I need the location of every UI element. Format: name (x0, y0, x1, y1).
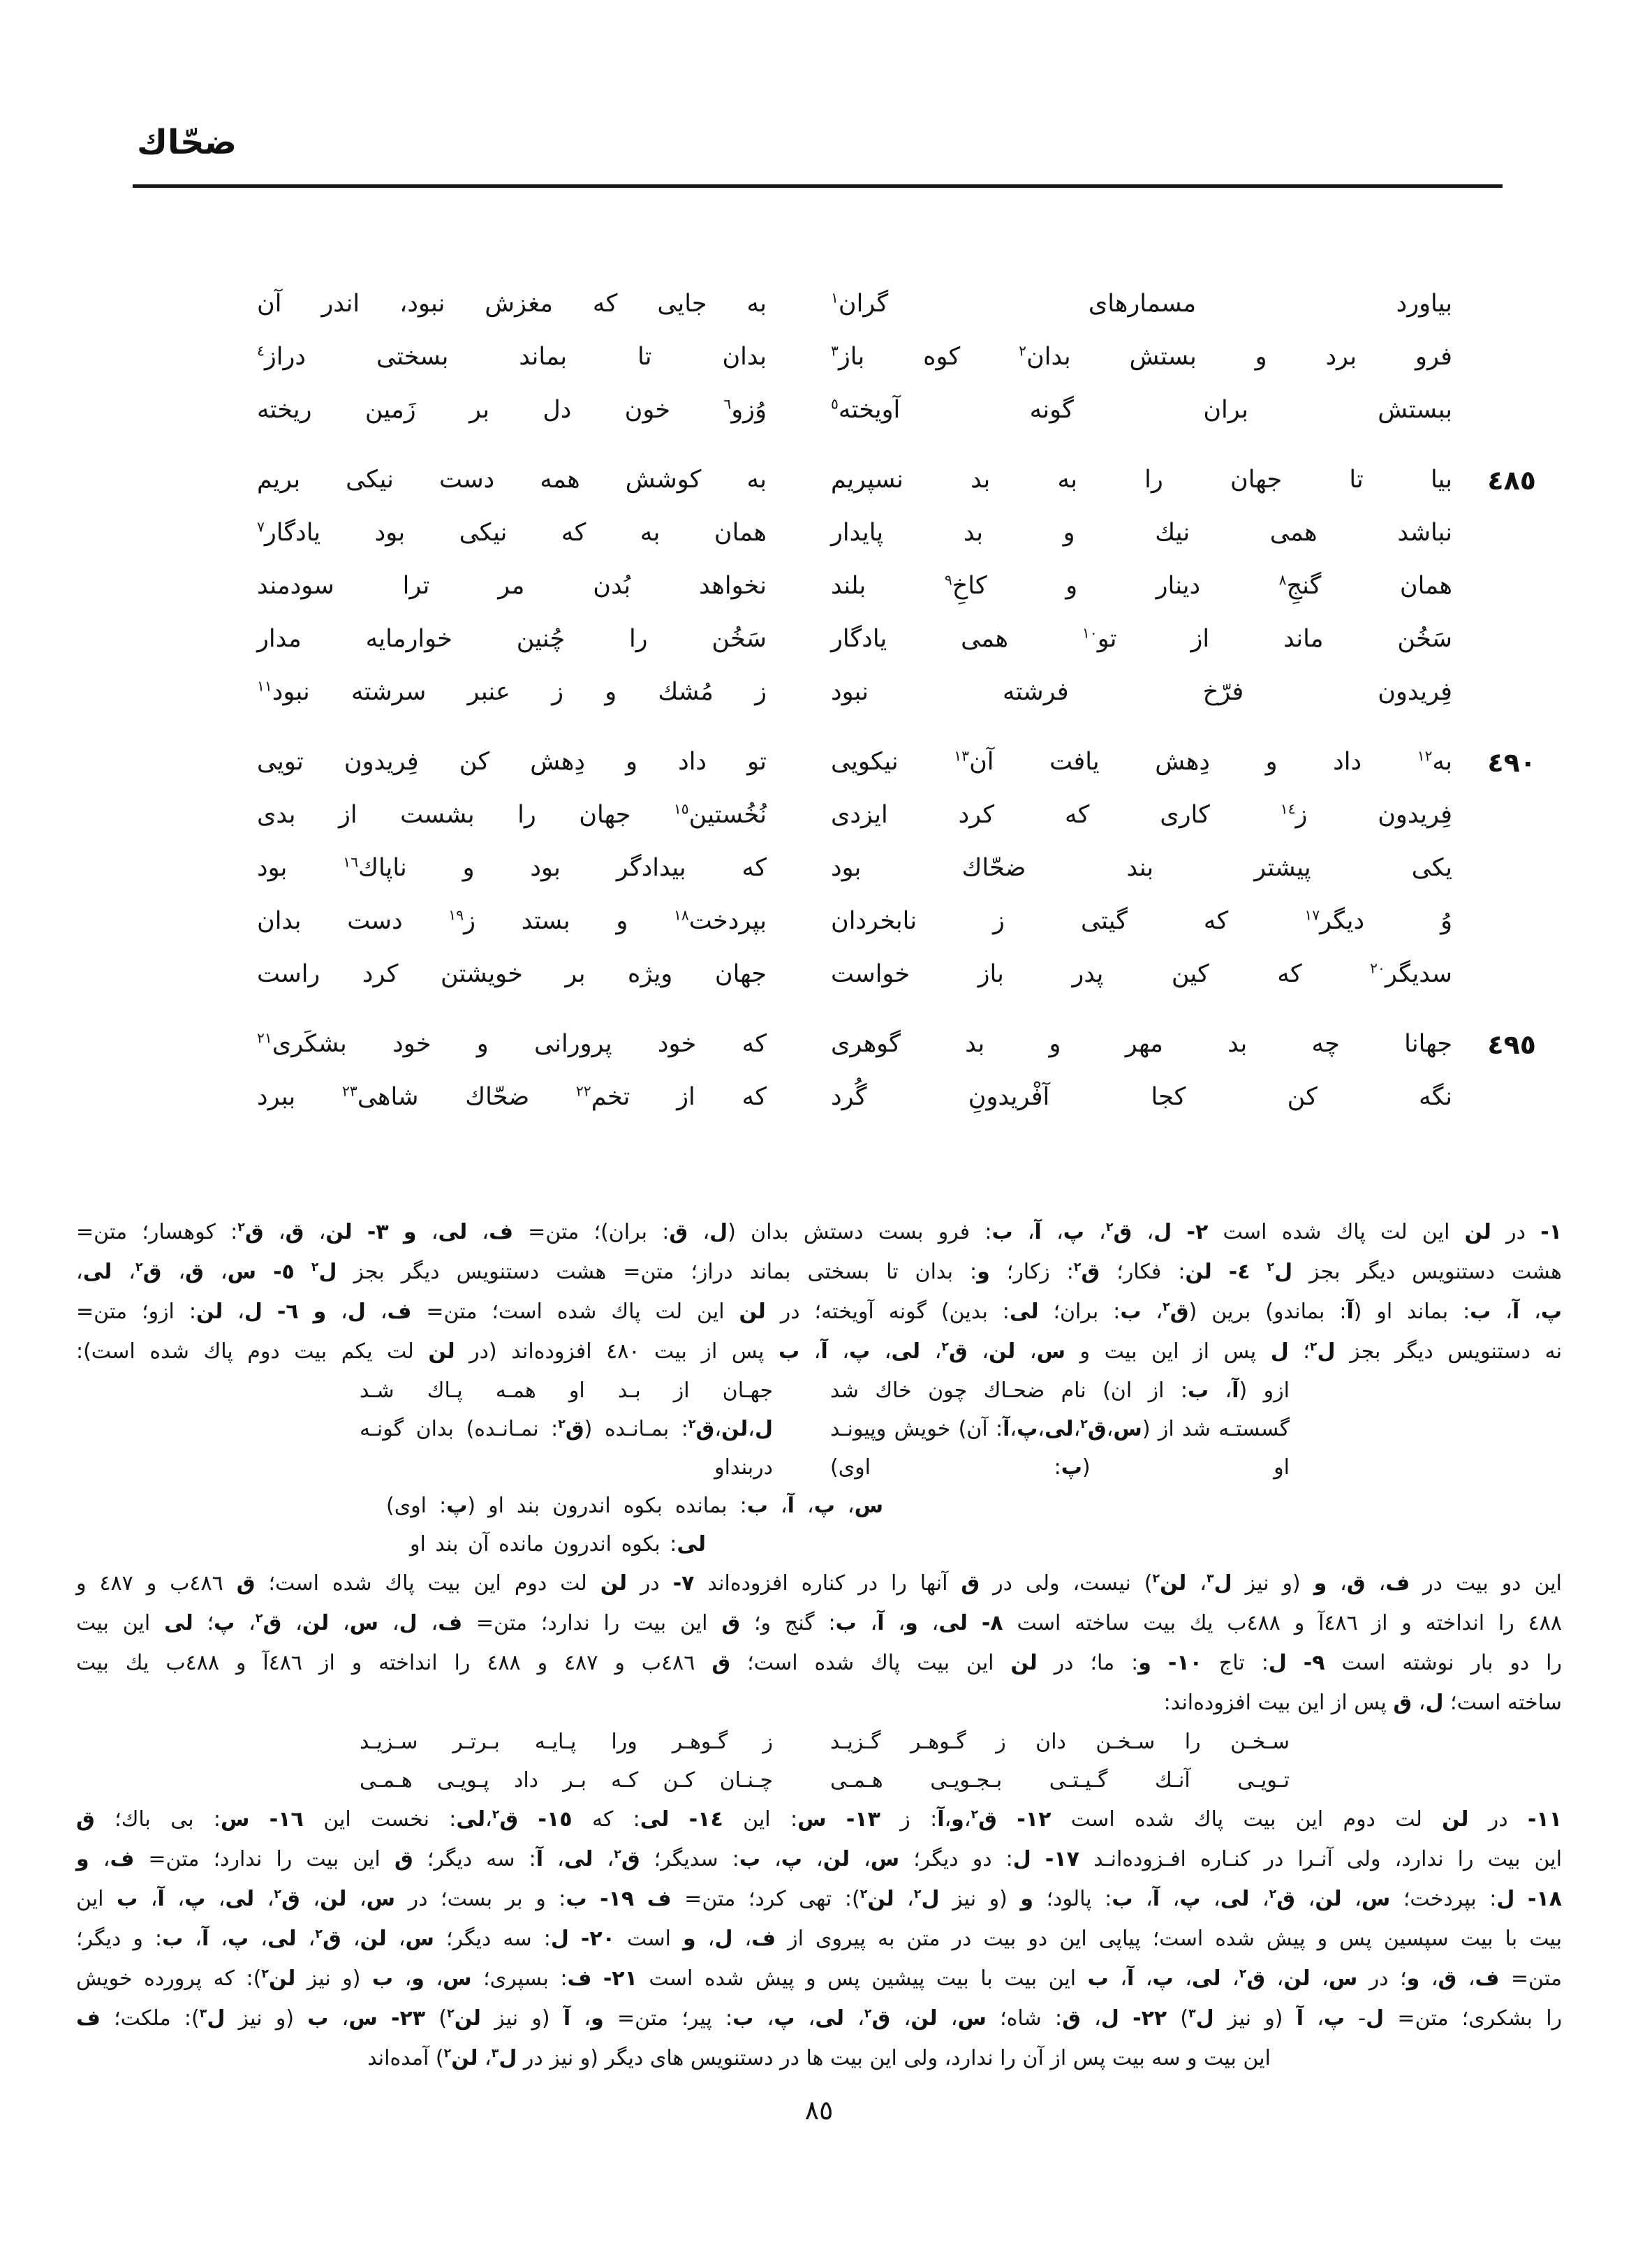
footnote-line: متن= ف، ق، و؛ در س، لن، ق$^٢$، لى، پ، آ، ب اين بيت با بيت پيشين پس و پيش شده است ٢١- ف: بسپرى؛ س، و، ب (و نيز لن$^٢$): كه پرورده خويش (76, 1966, 1563, 1991)
footnote-line: را دو بار نوشته است ٩- ل: تاج ١٠- و: ما؛ در لن اين بيت پاك شده است؛ ق ٤٨٦ب و ٤٨٧ و ٤٨٨ را انداخته و از ٤٨٦آ و ٤٨٨ب يك بيت (76, 1651, 1562, 1675)
verse-number: ٤٩٠ (1487, 747, 1536, 778)
stanza (257, 1018, 1536, 1124)
verse-row (257, 384, 1536, 437)
footnote-line: اين بيت و سه بيت پس از آن را ندارد، ولى اين بيت ها در دستنويس هاى ديگر (و نيز در ل$^٣$، لن$^٢$) آمده‌اند (367, 2046, 1271, 2070)
verse-row (257, 278, 1536, 331)
footnote-line: را بشكرى؛ متن= ل- پ، آ (و نيز ل$^٣$) ٢٢- ل، ق: شاه؛ س، لن، ق$^٢$، لى، پ، ب: پير؛ متن= و، آ (و نيز لن$^٢$) ٢٣- س، ب (و نيز ل$^٣$): ملكت؛ ف (76, 2006, 1563, 2031)
verse-row (257, 560, 1536, 613)
verse-row (257, 331, 1536, 384)
verse-row (257, 666, 1536, 719)
stanza (257, 278, 1536, 437)
verse-row (257, 789, 1536, 842)
hemistich-left: وُزو$^٦$ خون دل بر زَمين ريخته (257, 395, 767, 425)
verse-row (257, 895, 1536, 948)
footnote-line: هشت دستنويس ديگر بجز ل$^٢$ ٤- لن: فكار؛ ق$^٢$: زكار؛ و: بدان تا بسختى بماند دراز؛ متن= هشت دستنويس ديگر بجز ل$^٢$ ٥- س، ق، ق$^٢$، لى، (76, 1260, 1562, 1284)
quote-hemistich-right: تـويـى آنـك گـيـتـى بـجـويـى هـمـى (830, 1768, 1290, 1792)
hemistich-right: فرو برد و بستش بدان$^٢$ كوه باز$^٣$ (831, 342, 1452, 371)
hemistich-left: سَخُن را چُنين خوارمايه مدار (257, 625, 767, 654)
quote-hemistich-left: چـنـان كـن كـه بـر داد پـويـى هـمـى (360, 1768, 773, 1792)
hemistich-right: جهانا چه بد مهر و بد گوهرى (831, 1030, 1452, 1059)
quoted-verse-row (360, 1761, 1290, 1799)
verse-number: ٤٩٥ (1487, 1029, 1536, 1060)
verse-number: ٤٨٥ (1487, 465, 1536, 496)
quote-hemistich-right: ازو (آ، ب: از ان) نام ضحـاك چون خاك شد (830, 1378, 1290, 1403)
quoted-verse-row (360, 1371, 1290, 1410)
hemistich-right: نباشد همى نيك و بد پايدار (831, 519, 1452, 547)
footnote-line: پ، آ، ب: بماند او (آ: بماندو) برين (ق$^٢$، ب: بران؛ لى: بدين) گونه آويخته؛ در لن اين لت پاك شده است؛ متن= ف، ل، و ٦- ل، لن: ازو؛ متن= (76, 1299, 1563, 1324)
hemistich-left: كه بيدادگر بود و ناپاك$^{١٦}$ بود (257, 853, 767, 883)
hemistich-left: كه از تخم$^{٢٢}$ ضحّاك شاهى$^{٢٣}$ ببرد (257, 1082, 767, 1112)
hemistich-left: ز مُشك و ز عنبر سرشته نبود$^{١١}$ (257, 677, 767, 707)
hemistich-left: به جايى كه مغزش نبود، اندر آن (257, 290, 767, 318)
hemistich-left: به كوشش همه دست نيكى بريم (257, 466, 767, 494)
quote-hemistich-right: گسستـه شد از (س،ق$^٢$،لى،پ،آ: آن) خويش وپيونـد او (پ: اوى) (830, 1417, 1290, 1480)
hemistich-left: نُخُستين$^{١٥}$ جهان را بشست از بدى (257, 800, 767, 830)
critical-apparatus (76, 1212, 1562, 2078)
hemistich-right: سَخُن ماند از تو$^{١٠}$ همى يادگار (831, 624, 1452, 654)
hemistich-left: جهان ويژه بر خويشتن كرد راست (257, 960, 767, 989)
footnote-line: ١- در لن اين لت پاك شده است ٢- ل، ق$^٢$، پ، آ، ب: فرو بست دستش بدان (ل، ق: بران)؛ متن= ف، لى، و ٣- لن، ق، ق$^٢$: كوهسار؛ متن= (76, 1220, 1563, 1244)
hemistich-left: نخواهد بُدن مر ترا سودمند (257, 572, 767, 601)
hemistich-right: نگه كن كجا آفْريدونِ گُرد (831, 1083, 1452, 1112)
hemistich-right: يكى پيشتر بند ضحّاك بود (831, 854, 1452, 883)
hemistich-right: فِريدون فرّخ فرشته نبود (831, 678, 1452, 707)
hemistich-left: كه خود پرورانى و خود بشكَرى$^{٢١}$ (257, 1029, 767, 1059)
hemistich-right: بياورد مسمارهاى گران$^١$ (831, 289, 1452, 318)
verse-row (257, 507, 1536, 560)
footnote-line: اين بيت را ندارد، ولى آنـرا در كنـاره افـزوده‌انـد ١٧- ل: دو ديگر؛ س، لن، پ، ب: سديگر؛ ق$^٢$، لى، آ: سه ديگر؛ ق اين بيت را ندارد؛ متن= ف، و (76, 1847, 1563, 1871)
quote-hemistich-left: ل،لن،ق$^٢$: بمـانـده (ق$^٢$: نمـانـده) بدان گونـه دربنداو (360, 1417, 773, 1480)
page-number: ٨٥ (804, 2095, 834, 2126)
hemistich-left: همان به كه نيكى بود يادگار$^٧$ (257, 518, 767, 547)
header-rule (133, 184, 1503, 188)
quoted-verse-row (360, 1723, 1290, 1761)
verse-row (257, 1018, 1536, 1071)
quote-variant-line: لى: بكوه اندرون مانده آن بند او (410, 1532, 706, 1556)
quote-hemistich-right: سـخـن را سـخـن دان ز گـوهـر گـزيـد (830, 1730, 1290, 1754)
quote-variant-line: س، پ، آ، ب: بمانده بكوه اندرون بند او (پ: اوى) (386, 1494, 884, 1518)
hemistich-left: تو داد و دِهش كن فِريدون تويى (257, 748, 767, 776)
quoted-verse-row (360, 1410, 1290, 1487)
verse-row (257, 842, 1536, 895)
verse-row (257, 613, 1536, 666)
footnote-line: نه دستنويس ديگر بجز ل$^٢$؛ ل پس از اين بيت و س، لن، ق$^٢$، لى، پ، آ، ب پس از بيت ٤٨٠ افزوده‌اند (در لن لت يكم بيت دوم پاك شده است): (76, 1339, 1563, 1364)
verse-row (257, 454, 1536, 507)
quote-hemistich-left: ز گـوهـر ورا پـايـه بـرتـر سـزيـد (360, 1730, 773, 1754)
footnote-line: بيت با بيت سپسين پس و پيش شده است؛ پياپى اين دو بيت در متن به پيروى از ف، ل، و است ٢٠- ل: سه ديگر؛ س، لن، ق$^٢$، لى، پ، آ، ب: و ديگر؛ (76, 1927, 1563, 1951)
footnote-line: اين دو بيت در ف، ق، و (و نيز ل$^٣$، لن$^٢$) نيست، ولى در ق آنها را در كناره افزوده‌اند ٧- در لن لت دوم اين بيت پاك شده است؛ ق ٤٨٦ب و ٤٨٧ و (76, 1571, 1563, 1596)
footnote-line: ساخته است؛ ل، ق پس از اين بيت افزوده‌اند: (1163, 1691, 1562, 1715)
stanza (257, 454, 1536, 719)
hemistich-right: به$^{١٢}$ داد و دِهش يافت آن$^{١٣}$ نيكويى (831, 747, 1452, 776)
verse-row (257, 948, 1536, 1001)
hemistich-left: بدان تا بماند بسختى دراز$^٤$ (257, 342, 767, 371)
verse-row (257, 1071, 1536, 1124)
hemistich-right: وُ ديگر$^{١٧}$ كه گيتى ز نابخردان (831, 906, 1452, 936)
hemistich-right: ببستش بران گونه آويخته$^٥$ (831, 395, 1452, 425)
hemistich-left: بپردخت$^{١٨}$ و بستد ز$^{١٩}$ دست بدان (257, 906, 767, 936)
poem (257, 278, 1536, 1141)
stanza (257, 736, 1536, 1001)
verse-row (257, 736, 1536, 789)
footnote-line: ٤٨٨ را انداخته و از ٤٨٦آ و ٤٨٨ب يك بيت ساخته است ٨- لى، و، آ، ب: گنج و؛ ق اين بيت را ندارد؛ متن= ف، ل، س، لن، ق$^٢$، پ؛ لى اين بيت (76, 1611, 1562, 1635)
footnote-line: ١١- در لن لت دوم اين بيت پاك شده است ١٢- ق$^٢$،و،آ: ز ١٣- س: اين ١٤- لى: كه ١٥- ق$^٢$،لى: نخست اين ١٦- س: بى باك؛ ق (76, 1807, 1563, 1832)
footnote-line: ١٨- ل: بپردخت؛ س، لن، ق$^٢$، لى، پ، آ، ب: پالود؛ و (و نيز ل$^٢$، لن$^٢$): تهى كرد؛ متن= ف ١٩- ب: و بر بست؛ در س، لن، ق$^٢$، لى، پ، آ، ب اين (76, 1887, 1563, 1911)
hemistich-right: همان گنجِ$^٨$ دينار و كاخِ$^٩$ بلند (831, 571, 1452, 601)
hemistich-right: بيا تا جهان را به بد نسپريم (831, 466, 1452, 494)
chapter-title: ضحّاك (137, 123, 237, 162)
quote-hemistich-left: جهـان از بـد او همـه پـاك شـد (360, 1378, 773, 1403)
hemistich-right: سديگر$^{٢٠}$ كه كين پدر باز خواست (831, 959, 1452, 989)
hemistich-right: فِريدون ز$^{١٤}$ كارى كه كرد ايزدى (831, 800, 1452, 830)
